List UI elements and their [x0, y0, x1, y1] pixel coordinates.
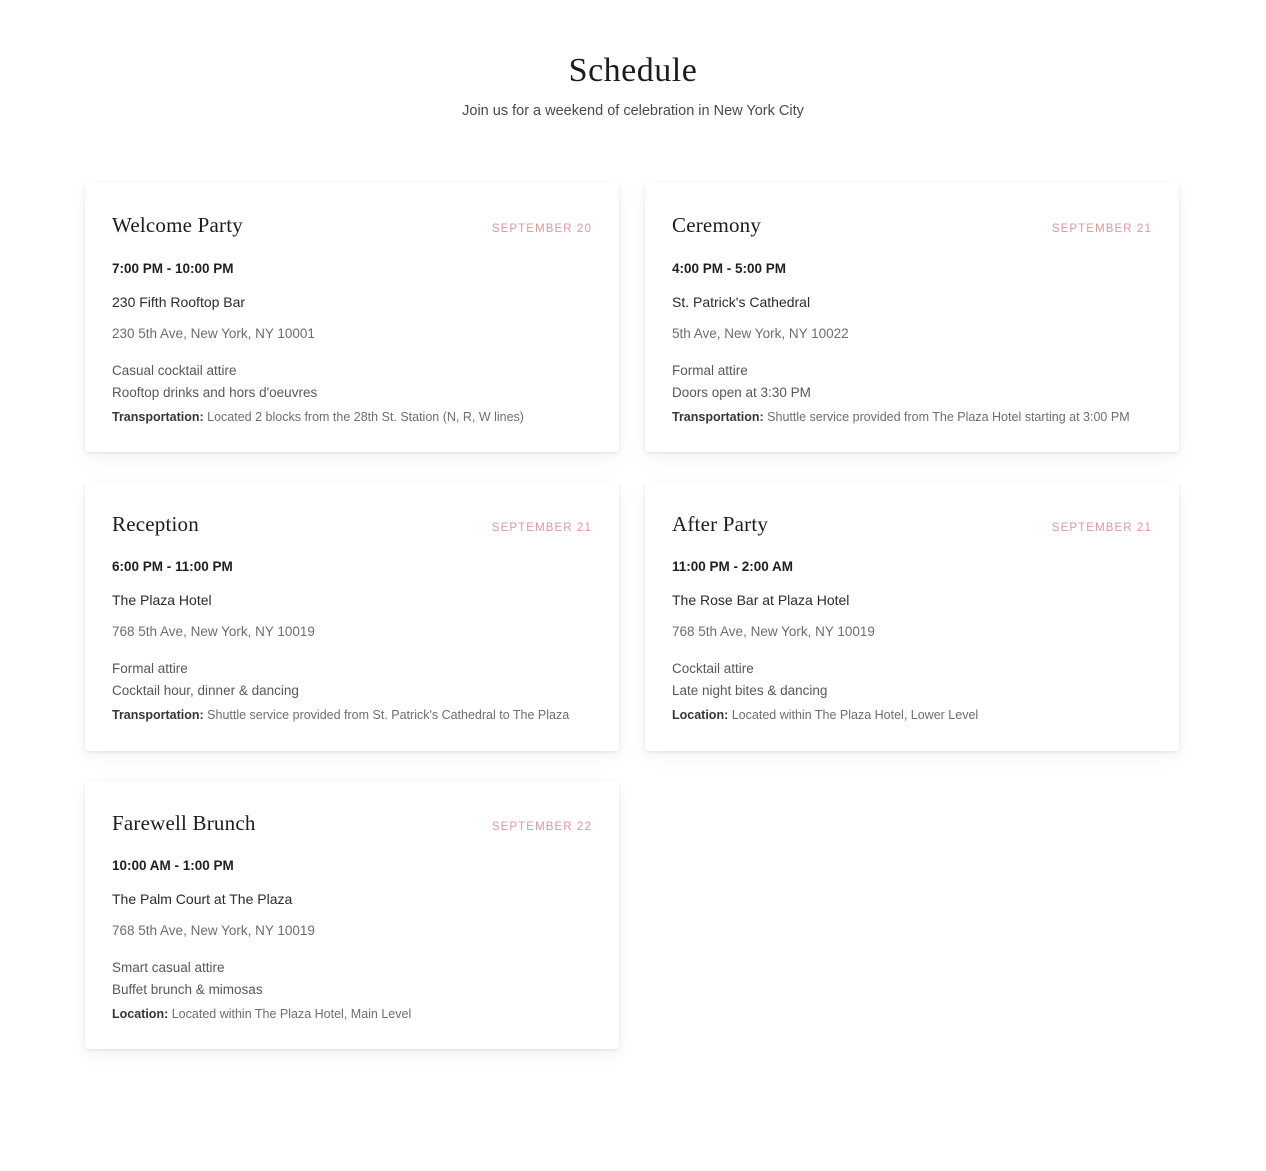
- page-subtitle: Join us for a weekend of celebration in New York City: [462, 103, 804, 120]
- schedule-card-grid: [0, 183, 1266, 1049]
- page-title: Schedule: [568, 52, 698, 89]
- event-note-text: Located within The Plaza Hotel, Main Level: [171, 1006, 412, 1021]
- event-date: SEPTEMBER 21: [1051, 223, 1152, 236]
- event-note-label: Transportation:: [672, 409, 764, 424]
- event-title: Ceremony: [672, 213, 762, 238]
- event-time: 10:00 AM - 1:00 PM: [112, 857, 234, 873]
- event-title: Reception: [112, 512, 199, 537]
- event-note-text: Located 2 blocks from the 28th St. Station (N, R, W lines): [207, 409, 524, 424]
- event-venue: St. Patrick's Cathedral: [672, 293, 811, 310]
- card-header: [112, 512, 592, 537]
- card-header: [672, 213, 1152, 238]
- event-attire: Casual cocktail attire: [112, 362, 237, 378]
- event-venue: The Palm Court at The Plaza: [112, 890, 293, 907]
- event-date: SEPTEMBER 21: [1051, 522, 1152, 535]
- schedule-card-reception: [85, 482, 619, 751]
- event-time: 4:00 PM - 5:00 PM: [672, 260, 787, 276]
- event-note-text: Shuttle service provided from The Plaza Hotel starting at 3:00 PM: [767, 409, 1130, 424]
- card-header: [672, 512, 1152, 537]
- event-description: Buffet brunch & mimosas: [112, 981, 263, 997]
- event-date: SEPTEMBER 21: [491, 522, 592, 535]
- event-attire: Smart casual attire: [112, 959, 225, 975]
- event-note-label: Location:: [672, 708, 729, 723]
- event-note: [112, 1006, 592, 1024]
- event-title: Farewell Brunch: [112, 810, 256, 835]
- event-note-text: Located within The Plaza Hotel, Lower Level: [731, 708, 979, 723]
- event-address: 230 5th Ave, New York, NY 10001: [112, 325, 315, 341]
- event-time: 7:00 PM - 10:00 PM: [112, 260, 234, 276]
- event-venue: The Rose Bar at Plaza Hotel: [672, 592, 850, 609]
- event-note-label: Location:: [112, 1006, 169, 1021]
- event-attire: Formal attire: [672, 362, 748, 378]
- event-address: 768 5th Ave, New York, NY 10019: [672, 624, 875, 640]
- event-note: [112, 409, 592, 427]
- event-time: 6:00 PM - 11:00 PM: [112, 559, 233, 575]
- event-time: 11:00 PM - 2:00 AM: [672, 559, 794, 575]
- card-header: [112, 213, 592, 238]
- event-address: 5th Ave, New York, NY 10022: [672, 325, 849, 341]
- event-description: Doors open at 3:30 PM: [672, 384, 811, 400]
- event-description: Late night bites & dancing: [672, 683, 828, 699]
- event-venue: The Plaza Hotel: [112, 592, 212, 609]
- event-attire: Formal attire: [112, 661, 188, 677]
- page-header: [0, 52, 1266, 119]
- event-note-label: Transportation:: [112, 409, 204, 424]
- event-note: [112, 707, 592, 725]
- event-note: [672, 409, 1152, 427]
- event-venue: 230 Fifth Rooftop Bar: [112, 293, 246, 310]
- event-address: 768 5th Ave, New York, NY 10019: [112, 922, 315, 938]
- event-description: Rooftop drinks and hors d'oeuvres: [112, 384, 318, 400]
- schedule-card-farewell-brunch: [85, 781, 619, 1050]
- schedule-card-welcome-party: [85, 183, 619, 452]
- event-title: Welcome Party: [112, 213, 243, 238]
- event-note: [672, 707, 1152, 725]
- schedule-card-ceremony: [645, 183, 1179, 452]
- event-attire: Cocktail attire: [672, 661, 754, 677]
- event-description: Cocktail hour, dinner & dancing: [112, 683, 299, 699]
- event-note-label: Transportation:: [112, 708, 204, 723]
- event-date: SEPTEMBER 22: [491, 820, 592, 833]
- event-address: 768 5th Ave, New York, NY 10019: [112, 624, 315, 640]
- event-title: After Party: [672, 512, 769, 537]
- event-date: SEPTEMBER 20: [491, 223, 592, 236]
- schedule-card-after-party: [645, 482, 1179, 751]
- event-note-text: Shuttle service provided from St. Patrick's Cathedral to The Plaza: [207, 708, 570, 723]
- card-header: [112, 811, 592, 836]
